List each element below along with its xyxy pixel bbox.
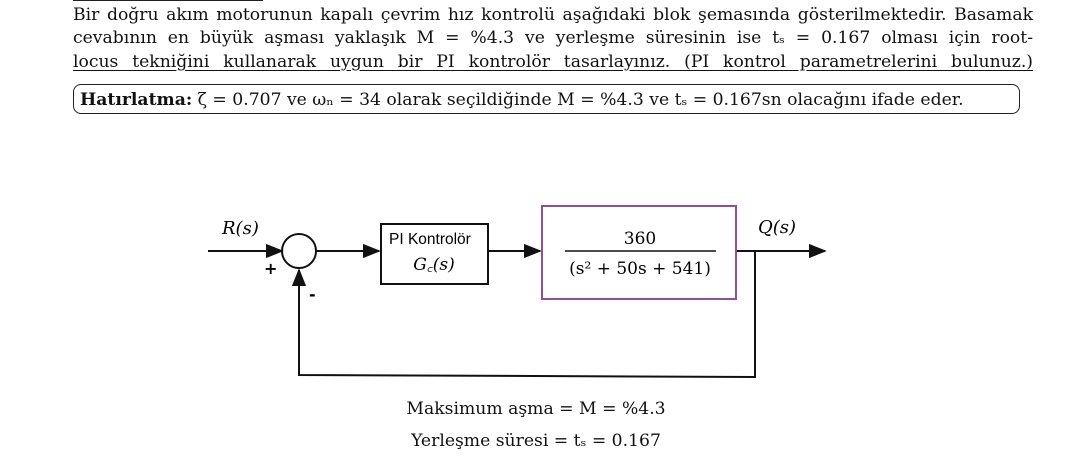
plant-block [542,206,736,299]
plant-denominator: (s² + 50s + 541) [569,259,711,279]
header-rule [73,0,263,1]
output-label: Q(s) [758,217,797,238]
reminder-text: ζ = 0.707 ve ωₙ = 34 olarak seçildiğinde M = %4.3 ve tₛ = 0.167sn olacağını ifade eder. [197,90,964,110]
problem-statement [73,4,1033,74]
problem-line-2: cevabının en büyük aşması yaklaşık M = %4.3 ve yerleşme süresinin ise tₛ = 0.167 olması için root- [73,28,1033,49]
problem-line-1: Bir doğru akım motorunun kapalı çevrim hız kontrolü aşağıdaki blok şemasında gösterilmektedir. Basamak [73,5,1033,25]
settling-time-caption: Yerleşme süresi = tₛ = 0.167 [411,431,661,451]
controller-transfer-function: G꜀(s) [413,255,455,275]
block-diagram [0,190,1072,390]
plant-numerator: 360 [623,229,657,249]
overshoot-caption: Maksimum aşma = M = %4.3 [406,399,666,419]
reminder-box [73,84,1020,114]
summing-junction [282,234,316,268]
minus-sign: - [309,285,316,304]
input-label: R(s) [222,218,259,239]
problem-line-3: locus tekniğini kullanarak uygun bir PI kontrolör tasarlayınız. (PI kontrol parametrelerini bulunuz.) [73,51,1033,72]
reminder-label: Hatırlatma: [80,90,193,110]
controller-title: PI Kontrolör [389,231,471,248]
plus-sign: + [264,259,278,278]
